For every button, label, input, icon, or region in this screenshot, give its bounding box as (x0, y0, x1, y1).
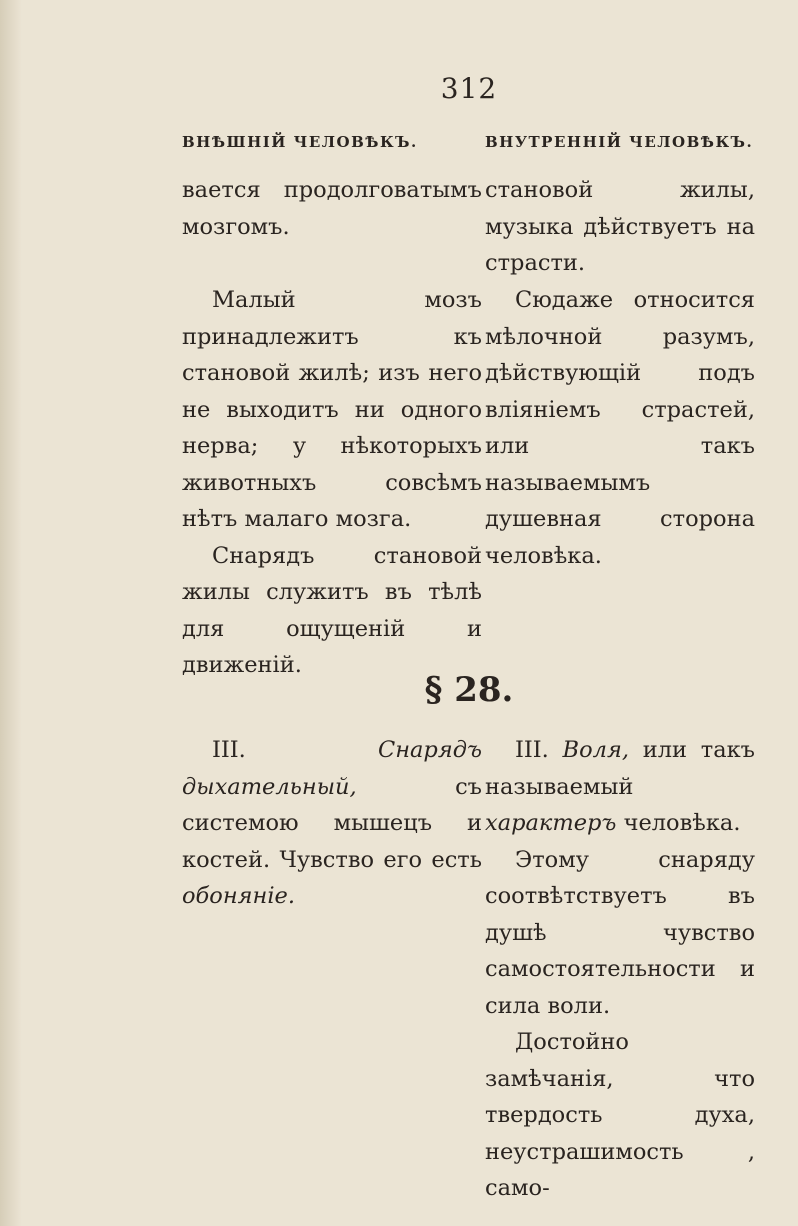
left-top-block (182, 172, 482, 245)
right-column-header: ВНУТРЕННІЙ ЧЕЛОВѢКЪ. (485, 133, 754, 151)
italic-text: Воля, (562, 737, 630, 763)
right-top-block (485, 172, 755, 282)
italic-text: обоняніе. (182, 883, 296, 909)
paragraph: Малый мозъ принадлежитъ къ становой жилѣ; изъ него не выходитъ ни одного нерва; у нѣкоторыхъ животныхъ совсѣмъ нѣтъ малаго мозга. (182, 287, 482, 532)
paragraph: Снарядъ становой жилы служитъ въ тѣлѣ для ощущеній и движеній. (182, 542, 482, 678)
page-edge-shadow (0, 0, 22, 1226)
paragraph: Этому снаряду соотвѣтствуетъ въ душѣ чувство самостоятельности и сила воли. (485, 846, 755, 1019)
paragraph: становой жилы, музыка дѣйствуетъ на страсти. (485, 177, 755, 276)
text-run: или такъ называемый (485, 737, 755, 800)
paragraph: Сюдаже относится мѣлочной разумъ, дѣйствующій подъ вліяніемъ страстей, или такъ называемымъ душевная сторона человѣка. (485, 287, 755, 569)
section-title: § 28. (424, 670, 514, 710)
text-run: съ системою мышецъ и костей. Чувство его есть (182, 773, 482, 873)
page-number: 312 (440, 72, 498, 105)
paragraph (182, 732, 482, 915)
left-middle-block (182, 282, 482, 684)
paragraph: вается продолговатымъ мозгомъ. (182, 177, 482, 240)
left-column-header: ВНѢШНІЙ ЧЕЛОВѢКЪ. (182, 133, 418, 151)
right-middle-block (485, 282, 755, 574)
left-bottom-block (182, 732, 482, 915)
paragraph (485, 732, 755, 842)
italic-text: характеръ (485, 810, 617, 836)
text-run: человѣка. (616, 810, 741, 836)
right-bottom-block (485, 732, 755, 1207)
text-run: III. (515, 737, 563, 763)
paragraph: Достойно замѣчанія, что твердость духа, неустрашимость , само- (485, 1029, 755, 1201)
text-run: III. (212, 737, 378, 763)
italic-text: Снарядъ дыхательный, (182, 737, 482, 800)
